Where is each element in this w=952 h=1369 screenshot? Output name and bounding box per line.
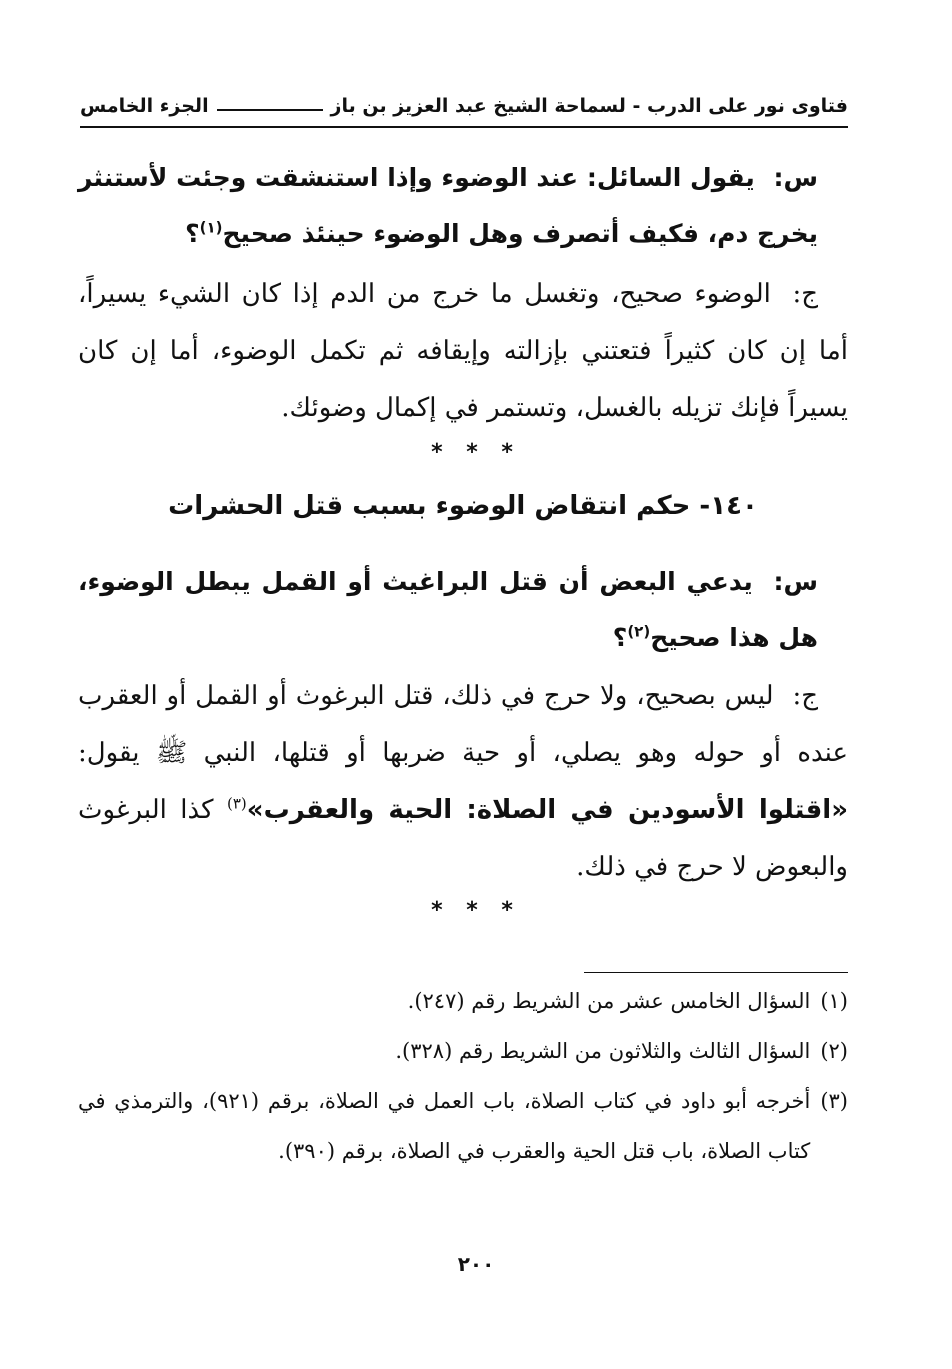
footnote-number: (١) [820,989,848,1013]
footnote-divider [584,972,848,973]
footnote-item [78,1076,848,1176]
answer-text: الوضوء صحيح، وتغسل ما خرج من الدم إذا كان الشيء يسيراً، أما إن كان كثيراً فتعتني بإزالته وإيقافه ثم تكمل الوضوء، أما إن كان يسيراً فإنك تزيله بالغسل، وتستمر في إكمال وضوئك. [78,279,848,423]
question-text: يدعي البعض أن قتل البراغيث أو القمل يبطل الوضوء، هل هذا صحيح [78,567,818,652]
question-mark: ؟ [185,219,200,248]
volume-label: الجزء الخامس [80,95,209,117]
footnote-item [78,976,848,1026]
fatwa-heading: ١٤٠- حكم انتقاض الوضوء بسبب قتل الحشرات [168,491,758,521]
footnote-item [78,1026,848,1076]
section-separator: * * * [431,440,521,465]
question-2 [78,554,848,666]
answer-2 [78,668,848,896]
hadith-quote: «اقتلوا الأسودين في الصلاة: الحية والعقرب» [246,795,848,825]
footnote-ref-1: (١) [199,218,223,237]
footnote-number: (٣) [820,1089,848,1113]
answer-1 [78,266,848,437]
header-divider [80,126,848,128]
question-marker: س: [773,567,818,596]
footnote-ref-2: (٢) [627,622,651,641]
footnote-text: السؤال الخامس عشر من الشريط رقم (٢٤٧). [407,989,811,1013]
answer-marker: ج: [792,681,819,711]
running-head [80,88,848,124]
running-head-dash [217,109,323,111]
section-separator: * * * [431,898,521,923]
answer-text: ليس بصحيح، ولا حرج في ذلك، قتل البرغوث أو القمل أو العقرب عنده أو حوله وهو يصلي، أو حية ضربها أو قتلها، النبي ﷺ يقول: [78,681,848,768]
question-text: يقول السائل: عند الوضوء وإذا استنشقت وجئت لأستنثر يخرج دم، فكيف أتصرف وهل الوضوء حينئذ صحيح [78,163,818,248]
question-1 [78,150,848,262]
footnote-text: أخرجه أبو داود في كتاب الصلاة، باب العمل في الصلاة، برقم (٩٢١)، والترمذي في كتاب الصلاة، باب قتل الحية والعقرب في الصلاة، برقم (٣٩٠). [78,1089,811,1163]
answer-marker: ج: [792,279,818,309]
page-number: ٢٠٠ [457,1252,495,1276]
question-mark: ؟ [612,623,628,652]
footnote-text: السؤال الثالث والثلاثون من الشريط رقم (٣٢٨). [395,1039,811,1063]
book-title: فتاوى نور على الدرب - لسماحة الشيخ عبد العزيز بن باز [330,95,848,117]
footnote-number: (٢) [820,1039,848,1063]
answer-text-continued: كذا البرغوث والبعوض لا حرج في ذلك. [78,795,848,882]
footnote-ref-3: (٣) [227,794,247,813]
question-marker: س: [773,163,818,192]
footnotes [78,976,848,1176]
